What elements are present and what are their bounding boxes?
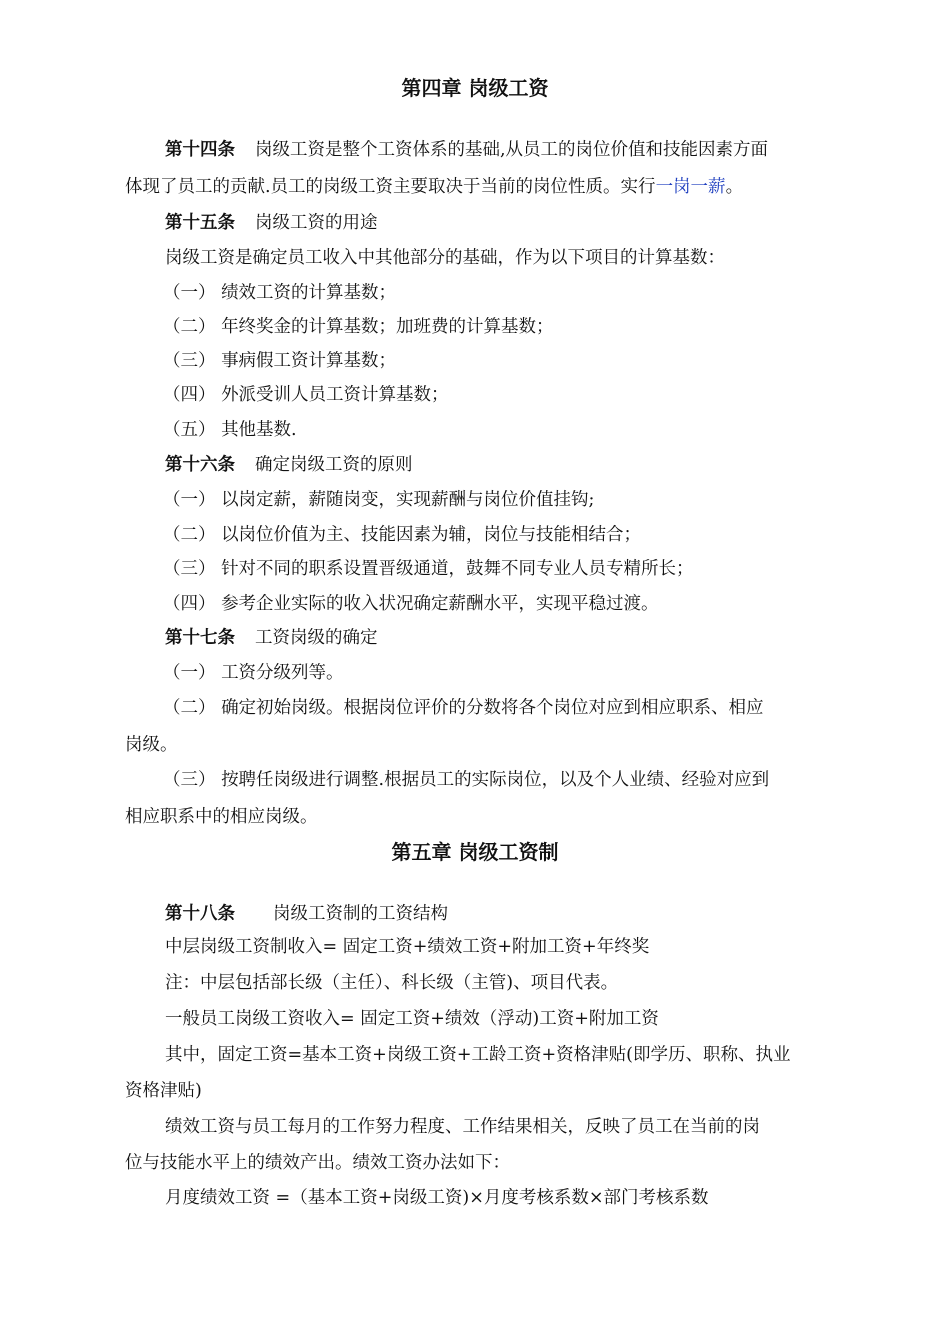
article-14-text-2: 体现了员工的贡献.员工的岗级工资主要取决于当前的岗位性质。实行 bbox=[125, 177, 656, 197]
general-staff-income-formula: 一般员工岗级工资收入= 固定工资+绩效（浮动)工资+附加工资 bbox=[165, 1009, 659, 1029]
article-17-item-3-line-1: （三） 按聘任岗级进行调整.根据员工的实际岗位，以及个人业绩、经验对应到 bbox=[163, 770, 770, 790]
article-17-label: 第十七条 bbox=[165, 628, 235, 648]
article-18-label: 第十八条 bbox=[165, 904, 235, 924]
article-16-title: 确定岗级工资的原则 bbox=[255, 455, 413, 475]
chapter-5-title: 第五章 岗级工资制 bbox=[391, 840, 559, 864]
article-16-heading bbox=[165, 453, 830, 477]
chapter-4-title: 第四章 岗级工资 bbox=[401, 76, 549, 100]
article-17-item-3-line-2: 相应职系中的相应岗级。 bbox=[125, 807, 318, 827]
article-17-item-2-line-1: （二） 确定初始岗级。根据岗位评价的分数将各个岗位对应到相应职系、相应 bbox=[163, 698, 764, 718]
article-15-heading bbox=[165, 211, 830, 235]
article-17-title: 工资岗级的确定 bbox=[255, 628, 378, 648]
middle-level-note: 注：中层包括部长级（主任）、科长级（主管)、项目代表。 bbox=[165, 973, 619, 993]
fixed-wage-line-2: 资格津贴) bbox=[125, 1081, 202, 1101]
article-14-line-2 bbox=[125, 175, 830, 199]
article-15-item-5: （五） 其他基数. bbox=[163, 420, 297, 440]
article-15-label: 第十五条 bbox=[165, 213, 235, 233]
article-17-heading bbox=[165, 626, 830, 650]
article-15-item-1: （一） 绩效工资的计算基数； bbox=[163, 283, 397, 303]
article-17-item-1: （一） 工资分级列等。 bbox=[163, 663, 344, 683]
article-14-text-1: 岗级工资是整个工资体系的基础,从员工的岗位价值和技能因素方面 bbox=[255, 140, 769, 160]
article-16-label: 第十六条 bbox=[165, 455, 235, 475]
article-16-item-2: （二） 以岗位价值为主、技能因素为辅，岗位与技能相结合； bbox=[163, 525, 642, 545]
article-18-heading bbox=[165, 902, 830, 926]
one-post-one-salary-link[interactable]: 一岗一薪 bbox=[655, 177, 726, 197]
article-15-title: 岗级工资的用途 bbox=[255, 213, 378, 233]
monthly-performance-formula: 月度绩效工资 =（基本工资+岗级工资)×月度考核系数×部门考核系数 bbox=[165, 1188, 709, 1208]
performance-wage-line-2: 位与技能水平上的绩效产出。绩效工资办法如下： bbox=[125, 1153, 510, 1173]
article-18-title: 岗级工资制的工资结构 bbox=[273, 904, 448, 924]
middle-level-income-formula: 中层岗级工资制收入= 固定工资+绩效工资+附加工资+年终奖 bbox=[165, 937, 650, 957]
performance-wage-line-1: 绩效工资与员工每月的工作努力程度、工作结果相关，反映了员工在当前的岗 bbox=[165, 1117, 760, 1137]
article-14-label: 第十四条 bbox=[165, 140, 235, 160]
fixed-wage-line-1: 其中，固定工资=基本工资+岗级工资+工龄工资+资格津贴(即学历、职称、执业 bbox=[165, 1045, 791, 1065]
article-16-item-1: （一） 以岗定薪，薪随岗变，实现薪酬与岗位价值挂钩; bbox=[163, 490, 595, 510]
article-14-line-1 bbox=[165, 138, 830, 162]
article-17-item-2-line-2: 岗级。 bbox=[125, 735, 178, 755]
article-16-item-4: （四） 参考企业实际的收入状况确定薪酬水平，实现平稳过渡。 bbox=[163, 594, 659, 614]
article-15-item-4: （四） 外派受训人员工资计算基数； bbox=[163, 385, 449, 405]
article-14-text-end: 。 bbox=[725, 177, 744, 197]
article-16-item-3: （三） 针对不同的职系设置晋级通道，鼓舞不同专业人员专精所长； bbox=[163, 559, 694, 579]
article-15-item-3: （三） 事病假工资计算基数； bbox=[163, 351, 397, 371]
article-15-item-2: （二） 年终奖金的计算基数；加班费的计算基数； bbox=[163, 317, 554, 337]
article-15-intro: 岗级工资是确定员工收入中其他部分的基础，作为以下项目的计算基数： bbox=[165, 248, 725, 268]
